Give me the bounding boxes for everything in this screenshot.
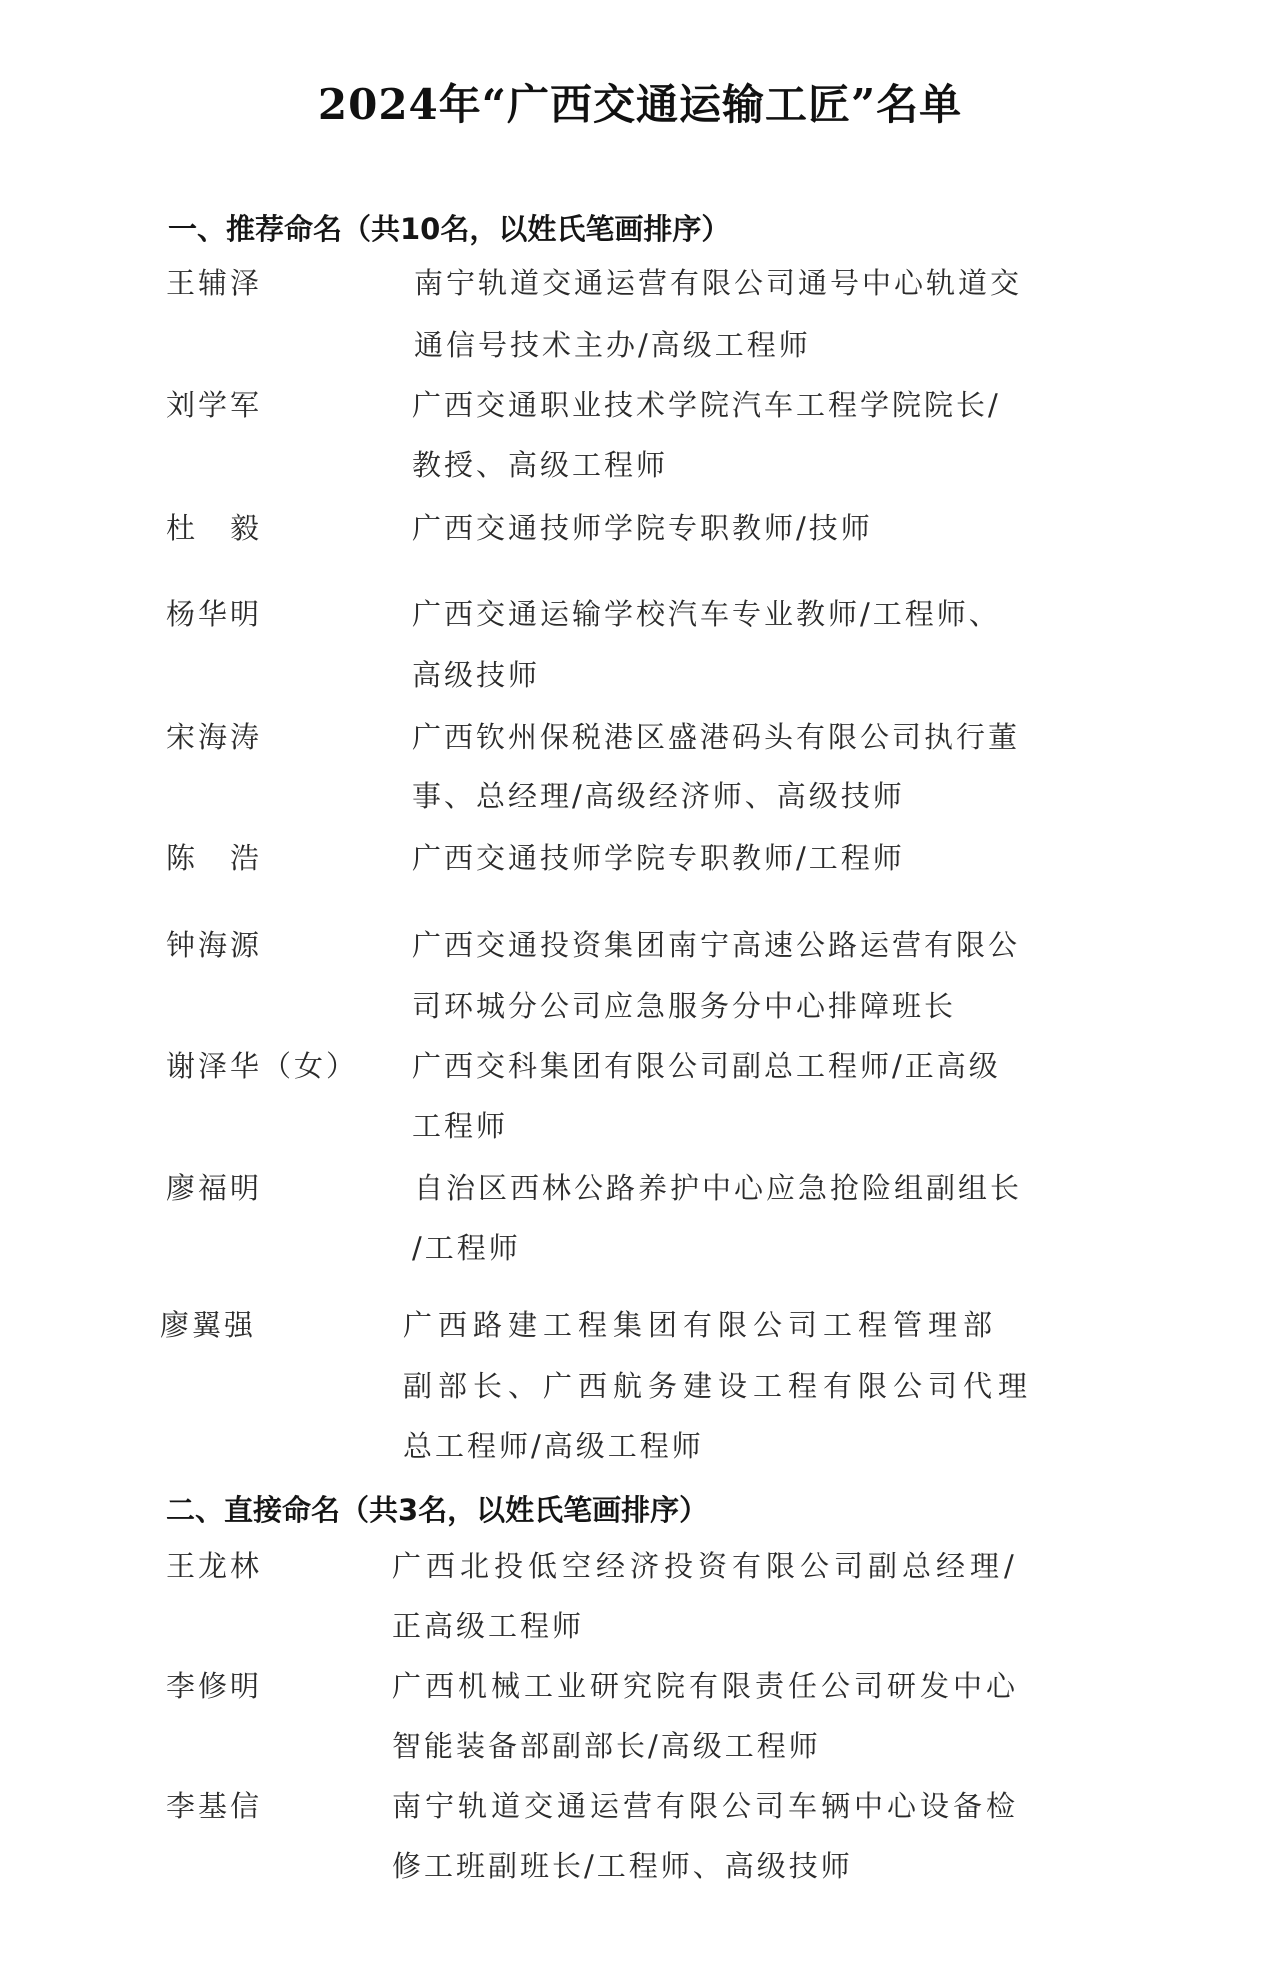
entry-name: 刘学军 — [166, 388, 263, 422]
entry-org-line: 广西北投低空经济投资有限公司副总经理/ — [392, 1549, 1019, 1583]
entry-org-line: 高级技师 — [412, 658, 541, 692]
entry-org-line: 修工班副班长/工程师、高级技师 — [392, 1849, 853, 1883]
section-heading-recommended: 一、推荐命名（共10名，以姓氏笔画排序） — [168, 212, 731, 246]
entry-org-line: 广西交通职业技术学院汽车工程学院院长/ — [412, 388, 1001, 422]
entry-org-line: 广西钦州保税港区盛港码头有限公司执行董 — [412, 720, 1021, 754]
entry-org-line: 通信号技术主办/高级工程师 — [414, 328, 811, 362]
document-title: 2024年“广西交通运输工匠”名单 — [317, 80, 963, 129]
entry-name: 王龙林 — [166, 1549, 263, 1583]
entry-org-line: 智能装备部副部长/高级工程师 — [392, 1729, 821, 1763]
entry-org-line: 广西机械工业研究院有限责任公司研发中心 — [392, 1669, 1020, 1703]
entry-name: 李修明 — [166, 1669, 263, 1703]
entry-org-line: 总工程师/高级工程师 — [403, 1429, 704, 1463]
entry-name: 廖翼强 — [160, 1308, 257, 1342]
entry-org-line: 教授、高级工程师 — [412, 448, 669, 482]
entry-name: 宋海涛 — [166, 720, 263, 754]
entry-org-line: 司环城分公司应急服务分中心排障班长 — [412, 989, 957, 1023]
entry-name: 廖福明 — [166, 1171, 263, 1205]
entry-org-line: 广西交通技师学院专职教师/技师 — [412, 511, 873, 545]
entry-org-line: 工程师 — [412, 1109, 509, 1143]
entry-org-line: 自治区西林公路养护中心应急抢险组副组长 — [414, 1171, 1023, 1205]
entry-org-line: 南宁轨道交通运营有限公司车辆中心设备检 — [392, 1789, 1020, 1823]
entry-org-line: /工程师 — [412, 1231, 521, 1265]
entry-org-line: 南宁轨道交通运营有限公司通号中心轨道交 — [414, 266, 1023, 300]
entry-name: 谢泽华（女） — [166, 1049, 359, 1083]
entry-org-line: 副部长、广西航务建设工程有限公司代理 — [403, 1369, 1034, 1403]
entry-org-line: 广西交通投资集团南宁高速公路运营有限公 — [412, 928, 1021, 962]
entry-org-line: 事、总经理/高级经济师、高级技师 — [412, 779, 905, 813]
entry-name: 钟海源 — [166, 928, 263, 962]
entry-name: 杨华明 — [166, 597, 263, 631]
entry-org-line: 广西交通技师学院专职教师/工程师 — [412, 841, 905, 875]
entry-org-line: 正高级工程师 — [392, 1609, 585, 1643]
entry-name: 杜 毅 — [166, 511, 263, 545]
entry-name: 王辅泽 — [166, 266, 263, 300]
entry-name: 陈 浩 — [166, 841, 263, 875]
entry-name: 李基信 — [166, 1789, 263, 1823]
entry-org-line: 广西交通运输学校汽车专业教师/工程师、 — [412, 597, 1001, 631]
section-heading-direct: 二、直接命名（共3名，以姓氏笔画排序） — [166, 1493, 709, 1527]
entry-org-line: 广西路建工程集团有限公司工程管理部 — [403, 1308, 999, 1342]
entry-org-line: 广西交科集团有限公司副总工程师/正高级 — [412, 1049, 1001, 1083]
